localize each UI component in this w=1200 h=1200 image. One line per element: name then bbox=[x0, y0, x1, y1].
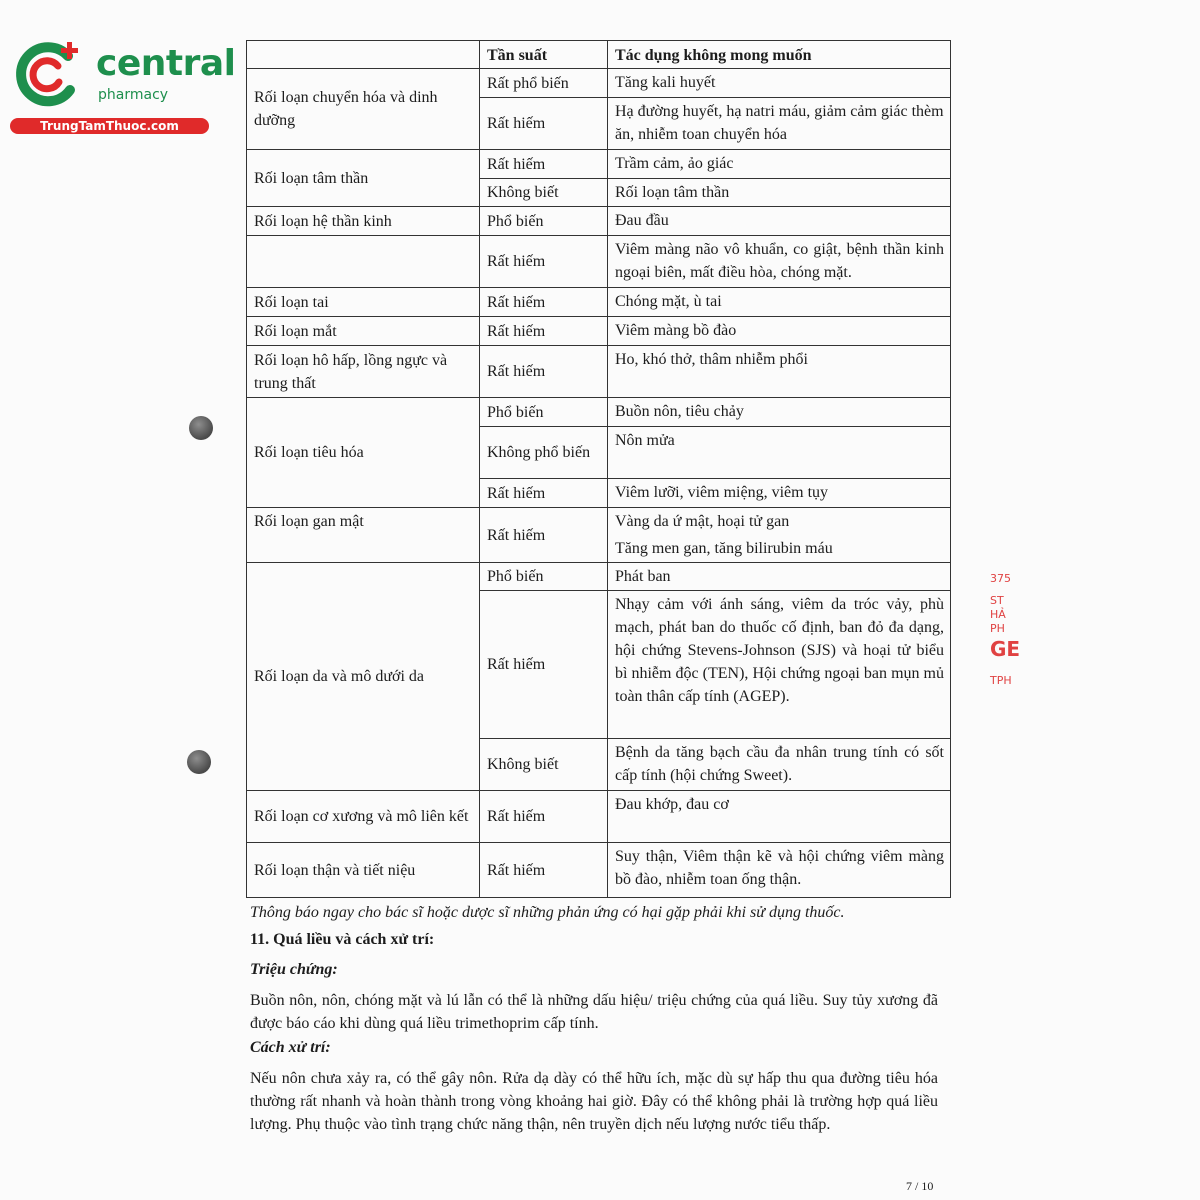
header-frequency: Tần suất bbox=[480, 41, 608, 69]
table-row bbox=[247, 317, 951, 346]
effect-cell bbox=[608, 98, 951, 150]
organ-cell: Rối loạn da và mô dưới da bbox=[247, 563, 480, 791]
frequency-cell: Không biết bbox=[480, 179, 608, 207]
organ-cell: Rối loạn tâm thần bbox=[247, 150, 480, 207]
stamp-text: GE bbox=[990, 637, 1021, 661]
organ-cell: Rối loạn tai bbox=[247, 288, 480, 317]
punch-hole-bottom bbox=[187, 750, 211, 774]
effect-text: Vàng da ứ mật, hoại tử gan bbox=[615, 513, 790, 530]
effect-cell bbox=[608, 179, 951, 207]
table-header-row bbox=[247, 41, 951, 69]
pharmacy-logo bbox=[10, 38, 236, 138]
organ-cell: Rối loạn thận và tiết niệu bbox=[247, 843, 480, 898]
frequency-cell: Rất phổ biến bbox=[480, 69, 608, 98]
adverse-effects-table bbox=[246, 40, 951, 898]
pharmacy-logo-icon bbox=[10, 38, 90, 108]
organ-cell: Rối loạn chuyển hóa và dinh dưỡng bbox=[247, 69, 480, 150]
effect-text: Hạ đường huyết, hạ natri máu, giảm cảm giác thèm ăn, nhiễm toan chuyển hóa bbox=[615, 103, 944, 143]
effect-cell bbox=[608, 791, 951, 843]
treatment-heading: Cách xử trí: bbox=[250, 1039, 331, 1056]
effect-cell bbox=[608, 739, 951, 791]
organ-cell: Rối loạn tiêu hóa bbox=[247, 398, 480, 508]
header-organ bbox=[247, 41, 480, 69]
symptoms-heading: Triệu chứng: bbox=[250, 961, 338, 978]
effect-cell bbox=[608, 398, 951, 427]
frequency-cell: Không phổ biến bbox=[480, 427, 608, 479]
effect-cell bbox=[608, 288, 951, 317]
table-row bbox=[247, 843, 951, 898]
logo-banner: TrungTamThuoc.com bbox=[10, 118, 209, 134]
frequency-cell: Rất hiếm bbox=[480, 150, 608, 179]
page-number: 7 / 10 bbox=[906, 1179, 934, 1193]
frequency-cell: Rất hiếm bbox=[480, 346, 608, 398]
effect-cell bbox=[608, 843, 951, 898]
effect-text: Nhạy cảm với ánh sáng, viêm da tróc vảy, phù mạch, phát ban do thuốc cố định, ban đỏ đa dạng, hội chứng Stevens-Johnson (SJS) và hoại tử biểu bì nhiễm độc (TEN), Hội chứng ngoại ban mụn mủ toàn thân cấp tính (AGEP). bbox=[615, 596, 944, 705]
organ-cell: Rối loạn cơ xương và mô liên kết bbox=[247, 791, 480, 843]
stamp-text: 375 bbox=[990, 572, 1011, 585]
effect-text: Đau đầu bbox=[615, 212, 669, 229]
effect-cell bbox=[608, 479, 951, 508]
effect-text: Suy thận, Viêm thận kẽ và hội chứng viêm màng bồ đào, nhiễm toan ống thận. bbox=[615, 848, 944, 888]
table-row bbox=[247, 69, 951, 98]
table-row bbox=[247, 791, 951, 843]
frequency-cell: Rất hiếm bbox=[480, 479, 608, 508]
frequency-cell: Rất hiếm bbox=[480, 317, 608, 346]
effect-text: Nôn mửa bbox=[615, 432, 675, 449]
effect-text: Viêm màng não vô khuẩn, co giật, bệnh thần kinh ngoại biên, mất điều hòa, chóng mặt. bbox=[615, 241, 944, 281]
effect-text: Viêm lưỡi, viêm miệng, viêm tụy bbox=[615, 484, 829, 501]
frequency-cell: Phổ biến bbox=[480, 207, 608, 236]
effect-text: Trầm cảm, ảo giác bbox=[615, 155, 734, 172]
stamp-fragment bbox=[990, 572, 1021, 726]
table-row bbox=[247, 398, 951, 427]
effect-cell bbox=[608, 508, 951, 563]
effect-text: Phát ban bbox=[615, 568, 671, 585]
logo-subtitle: pharmacy bbox=[98, 87, 169, 103]
stamp-text: ST bbox=[990, 594, 1004, 607]
table-row bbox=[247, 207, 951, 236]
frequency-cell: Rất hiếm bbox=[480, 236, 608, 288]
effect-text: Tăng kali huyết bbox=[615, 74, 716, 91]
punch-hole-top bbox=[189, 416, 213, 440]
effect-text: Bệnh da tăng bạch cầu đa nhân trung tính có sốt cấp tính (hội chứng Sweet). bbox=[615, 744, 944, 784]
section-title: 11. Quá liều và cách xử trí: bbox=[250, 931, 435, 948]
table-row bbox=[247, 508, 951, 563]
organ-cell: Rối loạn hệ thần kinh bbox=[247, 207, 480, 236]
effect-text: Đau khớp, đau cơ bbox=[615, 796, 729, 813]
table-row bbox=[247, 236, 951, 288]
effect-text: Buồn nôn, tiêu chảy bbox=[615, 403, 744, 420]
frequency-cell: Rất hiếm bbox=[480, 288, 608, 317]
organ-cell: Rối loạn hô hấp, lồng ngực và trung thất bbox=[247, 346, 480, 398]
report-notice: Thông báo ngay cho bác sĩ hoặc dược sĩ những phản ứng có hại gặp phải khi sử dụng thuốc. bbox=[250, 904, 845, 921]
effect-cell bbox=[608, 427, 951, 479]
frequency-cell: Phổ biến bbox=[480, 563, 608, 591]
frequency-cell: Rất hiếm bbox=[480, 791, 608, 843]
table-row bbox=[247, 288, 951, 317]
table-row bbox=[247, 346, 951, 398]
frequency-cell: Rất hiếm bbox=[480, 508, 608, 563]
effect-cell bbox=[608, 69, 951, 98]
table-row bbox=[247, 563, 951, 591]
frequency-cell: Rất hiếm bbox=[480, 591, 608, 739]
frequency-cell: Phổ biến bbox=[480, 398, 608, 427]
effect-text: Viêm màng bồ đào bbox=[615, 322, 737, 339]
effect-text: Chóng mặt, ù tai bbox=[615, 293, 722, 310]
frequency-cell: Rất hiếm bbox=[480, 843, 608, 898]
organ-cell: Rối loạn mắt bbox=[247, 317, 480, 346]
symptoms-text: Buồn nôn, nôn, chóng mặt và lú lẫn có thể là những dấu hiệu/ triệu chứng của quá liều. Suy tủy xương đã được báo cáo khi dùng quá liều trimethoprim cấp tính. bbox=[250, 992, 938, 1032]
treatment-text: Nếu nôn chưa xảy ra, có thể gây nôn. Rửa dạ dày có thể hữu ích, mặc dù sự hấp thu qua đường tiêu hóa thường rất nhanh và hoàn thành trong vòng khoảng hai giờ. Đây có thể không phải là trường hợp quá liều lượng. Phụ thuộc vào tình trạng chức năng thận, nên truyền dịch nếu lượng nước tiểu thấp. bbox=[250, 1070, 938, 1133]
effect-cell bbox=[608, 236, 951, 288]
organ-cell: Rối loạn gan mật bbox=[247, 508, 480, 563]
header-effects: Tác dụng không mong muốn bbox=[608, 41, 951, 69]
effect-cell bbox=[608, 207, 951, 236]
effect-cell bbox=[608, 563, 951, 591]
logo-name: central bbox=[96, 43, 236, 84]
effect-text: Ho, khó thở, thâm nhiễm phổi bbox=[615, 351, 808, 368]
organ-cell bbox=[247, 236, 480, 288]
effect-cell bbox=[608, 150, 951, 179]
frequency-cell: Rất hiếm bbox=[480, 98, 608, 150]
table-row bbox=[247, 150, 951, 179]
effect-cell bbox=[608, 591, 951, 739]
stamp-text: TPH bbox=[990, 674, 1012, 687]
effect-cell bbox=[608, 346, 951, 398]
frequency-cell: Không biết bbox=[480, 739, 608, 791]
effect-text: Rối loạn tâm thần bbox=[615, 184, 730, 201]
stamp-text: HẢ bbox=[990, 608, 1006, 621]
stamp-text: PH bbox=[990, 622, 1005, 635]
effect-text: Tăng men gan, tăng bilirubin máu bbox=[615, 540, 833, 557]
effect-cell bbox=[608, 317, 951, 346]
